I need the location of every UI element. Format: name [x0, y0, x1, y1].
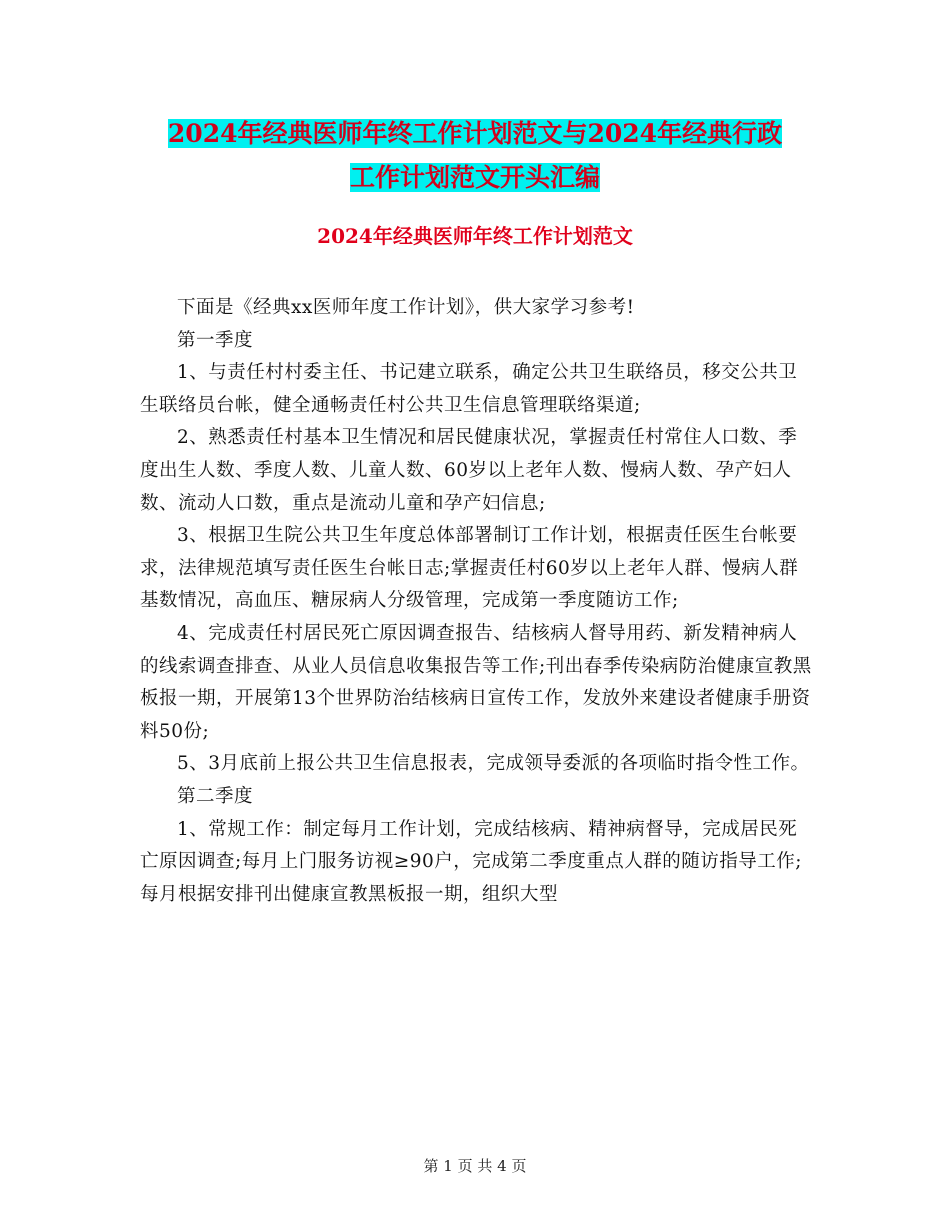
paragraph-q1-heading: 第一季度: [177, 329, 254, 351]
section-title: 2024年经典医师年终工作计划范文: [317, 224, 633, 248]
document-title: [140, 112, 810, 200]
paragraph-q1-item-3: 3、根据卫生院公共卫生年度总体部署制订工作计划，根据责任医生台帐要求，法律规范填写责任医生台帐日志;掌握责任村60岁以上老年人群、慢病人群基数情况，高血压、糖尿病人分级管理，完成第一季度随访工作;: [140, 525, 799, 612]
paragraph-intro: 下面是《经典xx医师年度工作计划》，供大家学习参考!: [177, 297, 635, 318]
document-body: [140, 292, 812, 911]
paragraph-q2-item-1: 1、常规工作：制定每月工作计划，完成结核病、精神病督导，完成居民死亡原因调查;每月上门服务访视≥90户，完成第二季度重点人群的随访指导工作;每月根据安排刊出健康宣教黑板报一期，组织大型: [140, 818, 803, 905]
page-footer: 第 1 页 共 4 页: [423, 1157, 527, 1175]
paragraph-q1-item-2: 2、熟悉责任村基本卫生情况和居民健康状况，掌握责任村常住人口数、季度出生人数、季度人数、儿童人数、60岁以上老年人数、慢病人数、孕产妇人数、流动人口数，重点是流动儿童和孕产妇信息;: [140, 427, 798, 514]
title-line-1: 2024年经典医师年终工作计划范文与2024年经典行政: [167, 119, 783, 148]
paragraph-q2-heading: 第二季度: [177, 785, 254, 807]
paragraph-q1-item-5: 5、3月底前上报公共卫生信息报表，完成领导委派的各项临时指令性工作。: [177, 753, 810, 775]
title-line-2: 工作计划范文开头汇编: [349, 163, 600, 192]
paragraph-q1-item-4: 4、完成责任村居民死亡原因调查报告、结核病人督导用药、新发精神病人的线索调查排查、从业人员信息收集报告等工作;刊出春季传染病防治健康宣教黑板报一期，开展第13个世界防治结核病日宣传工作，发放外来建设者健康手册资料50份;: [140, 622, 812, 742]
paragraph-q1-item-1: 1、与责任村村委主任、书记建立联系，确定公共卫生联络员，移交公共卫生联络员台帐，健全通畅责任村公共卫生信息管理联络渠道;: [140, 362, 798, 416]
